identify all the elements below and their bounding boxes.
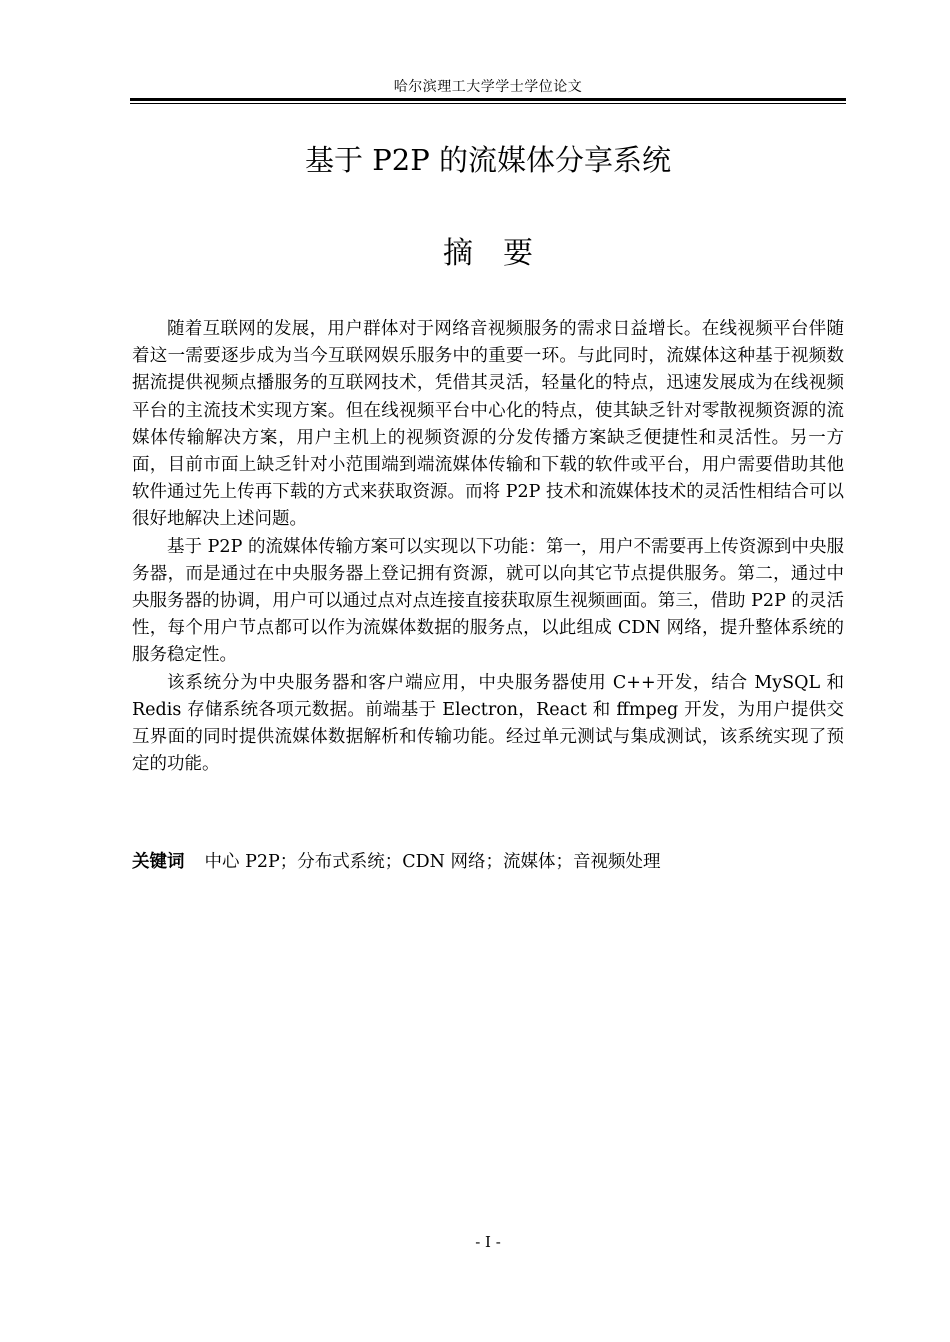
header-rule-thin [130,103,846,104]
keywords-label: 关键词 [132,852,185,872]
abstract-paragraph-3: 该系统分为中央服务器和客户端应用，中央服务器使用 C++开发，结合 MySQL 和 Redis 存储系统各项元数据。前端基于 Electron，React 和 ffmpeg 开发，为用户提供交互界面的同时提供流媒体数据解析和传输功能。经过单元测试与集成测试，该系统实现了预定的功能。 [132,672,844,775]
abstract-paragraph-1: 随着互联网的发展，用户群体对于网络音视频服务的需求日益增长。在线视频平台伴随着这一需要逐步成为当今互联网娱乐服务中的重要一环。与此同时，流媒体这种基于视频数据流提供视频点播服务的互联网技术，凭借其灵活，轻量化的特点，迅速发展成为在线视频平台的主流技术实现方案。但在线视频平台中心化的特点，使其缺乏针对零散视频资源的流媒体传输解决方案，用户主机上的视频资源的分发传播方案缺乏便捷性和灵活性。另一方面，目前市面上缺乏针对小范围端到端流媒体传输和下载的软件或平台，用户需要借助其他软件通过先上传再下载的方式来获取资源。而将 P2P 技术和流媒体技术的灵活性相结合可以很好地解决上述问题。 [132,319,844,530]
keywords-text: 中心 P2P；分布式系统；CDN 网络；流媒体；音视频处理 [204,852,661,872]
running-header: 哈尔滨理工大学学士学位论文 [393,79,583,95]
paper-title: 基于 P2P 的流媒体分享系统 [305,143,671,177]
page-number: - I - [475,1233,501,1251]
abstract-body [132,316,844,778]
header-rule-thick [130,98,846,101]
abstract-heading: 摘要 [443,236,563,271]
abstract-paragraph-2: 基于 P2P 的流媒体传输方案可以实现以下功能：第一，用户不需要再上传资源到中央服务器，而是通过在中央服务器上登记拥有资源，就可以向其它节点提供服务。第二，通过中央服务器的协调，用户可以通过点对点连接直接获取原生视频画面。第三，借助 P2P 的灵活性，每个用户节点都可以作为流媒体数据的服务点，以此组成 CDN 网络，提升整体系统的服务稳定性。 [132,536,844,666]
keywords-line [132,848,844,876]
